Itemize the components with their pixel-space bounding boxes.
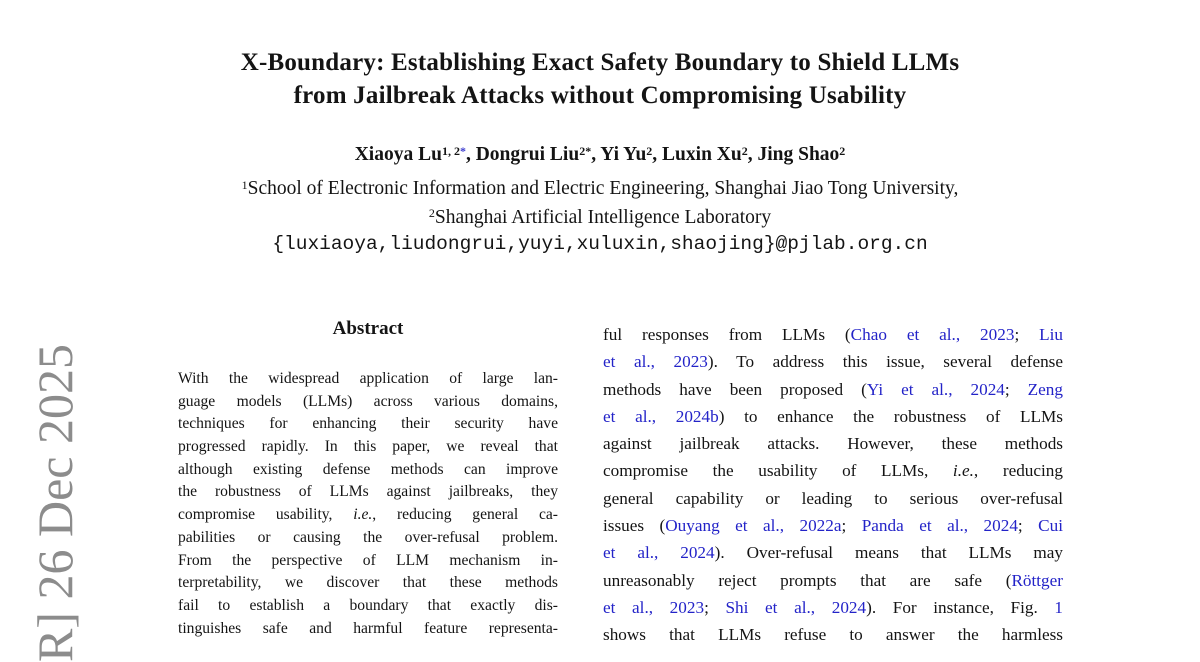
email-line: {luxiaoya,liudongrui,yuyi,xuluxin,shaojing}@pjlab.org.cn — [272, 233, 928, 255]
paper-title — [0, 46, 1200, 112]
text-segment: ; — [704, 597, 726, 617]
citation-link[interactable]: et al., 2024b — [603, 406, 719, 426]
text-segment: against jailbreak attacks. However, these methods — [603, 434, 1063, 454]
text-segment: ) to enhance the robustness of LLMs — [718, 406, 1063, 426]
text-segment: fail to establish a boundary that exactly dis- — [178, 596, 558, 614]
paper-title-line2: from Jailbreak Attacks without Compromising Usability — [293, 82, 907, 109]
citation-link[interactable]: Röttger — [1011, 570, 1063, 590]
citation-link[interactable]: et al., 2023 — [603, 597, 705, 617]
body-text-line — [603, 403, 1063, 430]
text-segment: shows that LLMs refuse to answer the harmless — [603, 625, 1063, 645]
text-segment: the robustness of LLMs against jailbreaks, they — [178, 483, 558, 501]
text-segment: terpretability, we discover that these methods — [178, 574, 558, 592]
citation-link[interactable]: Liu — [1039, 325, 1063, 344]
body-text-line — [603, 321, 1063, 348]
author-affiliation-superscript: 2* — [579, 143, 592, 158]
abstract-line — [178, 391, 558, 414]
text-segment: ). Over-refusal means that LLMs may — [714, 543, 1063, 563]
citation-link[interactable]: Chao et al., 2023 — [850, 325, 1015, 344]
text-segment: general capability or leading to serious over-refusal — [603, 488, 1063, 508]
body-text-line — [603, 621, 1063, 648]
author-name: Yi Yu$^2$ — [600, 143, 653, 165]
arxiv-watermark: R] 26 Dec 2025 — [27, 344, 83, 662]
text-segment: ; — [1014, 325, 1040, 344]
citation-link[interactable]: Ouyang et al., 2022a — [665, 516, 842, 536]
author-list: Xiaoya $Lu^{1, 2*}$, Dongrui Liu$^{2*}$, Yi Yu$^2$, Luxin Xu$^2$, Jing Shao$^2$ — [354, 143, 846, 165]
body-text-line — [603, 539, 1063, 566]
abstract-line — [178, 527, 558, 550]
affiliation-superscript: 1 — [241, 177, 248, 192]
citation-link[interactable]: Yi et al., 2024 — [866, 379, 1005, 399]
body-text-line — [603, 567, 1063, 594]
body-text-line — [603, 430, 1063, 457]
text-segment: ; — [1017, 516, 1039, 536]
text-segment: ; — [841, 516, 862, 536]
text-segment: guage models (LLMs) across various domains, — [178, 392, 558, 410]
text-segment: ; — [1004, 379, 1028, 399]
abstract-line — [178, 504, 558, 527]
abstract-line — [178, 481, 558, 504]
author-name: Dongrui Liu$^{2*}$ — [475, 143, 592, 165]
text-segment: , reducing general ca- — [372, 506, 558, 524]
abstract-line — [178, 618, 558, 641]
author-note-star: * — [459, 143, 466, 158]
abstract-line — [178, 550, 558, 573]
abstract-heading: Abstract — [332, 318, 404, 339]
text-segment: compromise the usability of LLMs, — [603, 461, 953, 481]
abstract-line — [178, 572, 558, 595]
body-text-line — [603, 594, 1063, 621]
text-segment: ful responses from LLMs ( — [603, 325, 851, 344]
author-name: Xiaoya $Lu^{1, 2*}$ — [354, 143, 466, 165]
paper-title-line1: X-Boundary: Establishing Exact Safety Boundary to Shield LLMs — [240, 49, 960, 76]
body-text-line — [603, 512, 1063, 539]
body-text-line — [603, 348, 1063, 375]
abstract-line — [178, 368, 558, 391]
introduction-column — [603, 321, 1063, 649]
text-segment: methods have been proposed ( — [603, 379, 867, 399]
author-affiliation-superscript: 1, 2* — [441, 143, 466, 158]
text-segment: tinguishes safe and harmful feature representa- — [178, 619, 558, 637]
citation-link[interactable]: et al., 2024 — [603, 543, 715, 563]
affiliation-superscript: 2 — [428, 206, 435, 221]
citation-link[interactable]: Panda et al., 2024 — [861, 516, 1018, 536]
abstract-line — [178, 595, 558, 618]
citation-link[interactable]: et al., 2023 — [603, 352, 708, 372]
abstract-line — [178, 459, 558, 482]
text-segment: compromise usability, — [178, 506, 354, 524]
text-segment: With the widespread application of large lan- — [178, 370, 558, 387]
citation-link[interactable]: Shi et al., 2024 — [725, 597, 867, 617]
author-affiliation-superscript: 2 — [741, 143, 748, 158]
text-segment: i.e. — [952, 461, 974, 481]
affiliation-line: $^2$Shanghai Artificial Intelligence Laboratory — [428, 206, 772, 228]
abstract-line — [178, 413, 558, 436]
text-segment: From the perspective of LLM mechanism in- — [178, 551, 558, 569]
text-segment: techniques for enhancing their security have — [178, 415, 558, 433]
text-segment: i.e. — [353, 506, 373, 524]
body-text-line — [603, 376, 1063, 403]
text-segment: although existing defense methods can improve — [178, 460, 558, 478]
citation-link[interactable]: Cui — [1038, 516, 1064, 536]
body-text-line — [603, 485, 1063, 512]
text-segment: , reducing — [973, 461, 1063, 481]
author-affiliation-superscript: 2 — [839, 143, 846, 158]
author-note-star: * — [585, 143, 592, 158]
text-segment: pabilities or causing the over-refusal problem. — [178, 528, 558, 546]
text-segment: issues ( — [603, 516, 666, 536]
citation-link[interactable]: Zeng — [1027, 379, 1063, 399]
author-name: Luxin Xu$^2$ — [662, 143, 748, 165]
abstract-line — [178, 436, 558, 459]
affiliation-list — [0, 175, 1200, 232]
affiliation-line: $^1$School of Electronic Information and Electric Engineering, Shanghai Jiao Tong University, — [241, 177, 959, 199]
body-text-line — [603, 457, 1063, 484]
text-segment: unreasonably reject prompts that are safe ( — [603, 570, 1012, 590]
text-segment: ). To address this issue, several defense — [707, 352, 1063, 372]
text-segment: progressed rapidly. In this paper, we reveal that — [178, 438, 558, 456]
author-name: Jing Shao$^2$ — [757, 143, 846, 165]
citation-link[interactable]: 1 — [1054, 597, 1063, 617]
text-segment: ). For instance, Fig. — [866, 597, 1055, 617]
abstract-body — [178, 368, 558, 640]
author-affiliation-superscript: 2 — [646, 143, 653, 158]
